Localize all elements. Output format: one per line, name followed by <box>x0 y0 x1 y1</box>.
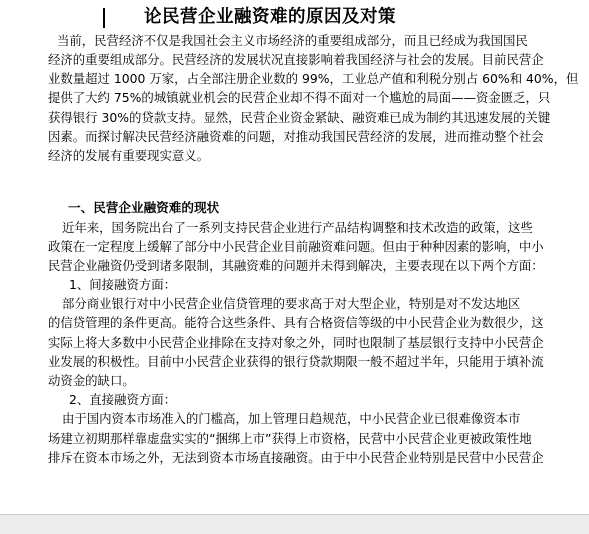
paragraph-line: 经济的重要组成部分。民营经济的发展状况直接影响着我国经济与社会的发展。目前民营企 <box>48 52 544 67</box>
paragraph-line: 部分商业银行对中小民营企业信贷管理的要求高于对大型企业，特别是对不发达地区 <box>62 296 521 311</box>
text-cursor <box>103 8 105 28</box>
paragraph-line: 动资金的缺口。 <box>48 373 135 388</box>
paragraph-line: 近年来，国务院出台了一系列支持民营企业进行产品结构调整和技术改造的政策，这些 <box>62 220 533 235</box>
paragraph-line: 业发展的积极性。目前中小民营企业获得的银行贷款期限一般不超过半年，只能用于填补流 <box>48 354 544 369</box>
document-title: 论民营企业融资难的原因及对策 <box>144 7 396 27</box>
paragraph-line: 排斥在资本市场之外，无法到资本市场直接融资。由于中小民营企业特别是民营中小民营企 <box>48 450 544 465</box>
horizontal-scrollbar-area[interactable] <box>0 514 589 534</box>
paragraph-line: 由于国内资本市场准入的门槛高，加上管理日趋规范，中小民营企业已很难像资本市 <box>62 411 521 426</box>
section-heading: 一、民营企业融资难的现状 <box>68 200 220 215</box>
paragraph-line: 因素。而探讨解决民营经济融资难的问题，对推动我国民营经济的发展，进而推动整个社会 <box>48 129 544 144</box>
subsection-heading: 1、间接融资方面： <box>69 277 177 292</box>
paragraph-line: 民营企业融资仍受到诸多限制，其融资难的问题并未得到解决，主要表现在以下两个方面： <box>48 258 544 273</box>
paragraph-line: 场建立初期那样靠虚盘实实的“捆绑上市”获得上市资格，民营中小民营企业更被政策性地 <box>48 431 532 446</box>
subsection-heading: 2、直接融资方面： <box>69 392 177 407</box>
paragraph-line: 实际上将大多数中小民营企业排除在支持对象之外，同时也限制了基层银行支持中小民营企 <box>48 335 544 350</box>
paragraph-line: 获得银行 30%的贷款支持。显然，民营企业资金紧缺、融资难已成为制约其迅速发展的关键 <box>48 110 551 125</box>
paragraph-line: 的信贷管理的条件更高。能符合这些条件、具有合格资信等级的中小民营企业为数很少，这 <box>48 315 544 330</box>
paragraph-line: 业数量超过 1000 万家，占全部注册企业数的 99%，工业总产值和利税分别占 60%和 40%，但 <box>48 71 579 86</box>
paragraph-line: 经济的发展有重要现实意义。 <box>48 148 210 163</box>
paragraph-line: 当前，民营经济不仅是我国社会主义市场经济的重要组成部分，而且已经成为我国国民 <box>57 33 528 48</box>
paragraph-line: 提供了大约 75%的城镇就业机会的民营企业却不得不面对一个尴尬的局面——资金匮乏，只 <box>48 90 551 105</box>
paragraph-line: 政策在一定程度上缓解了部分中小民营企业目前融资难问题。但由于种种因素的影响，中小 <box>48 239 544 254</box>
